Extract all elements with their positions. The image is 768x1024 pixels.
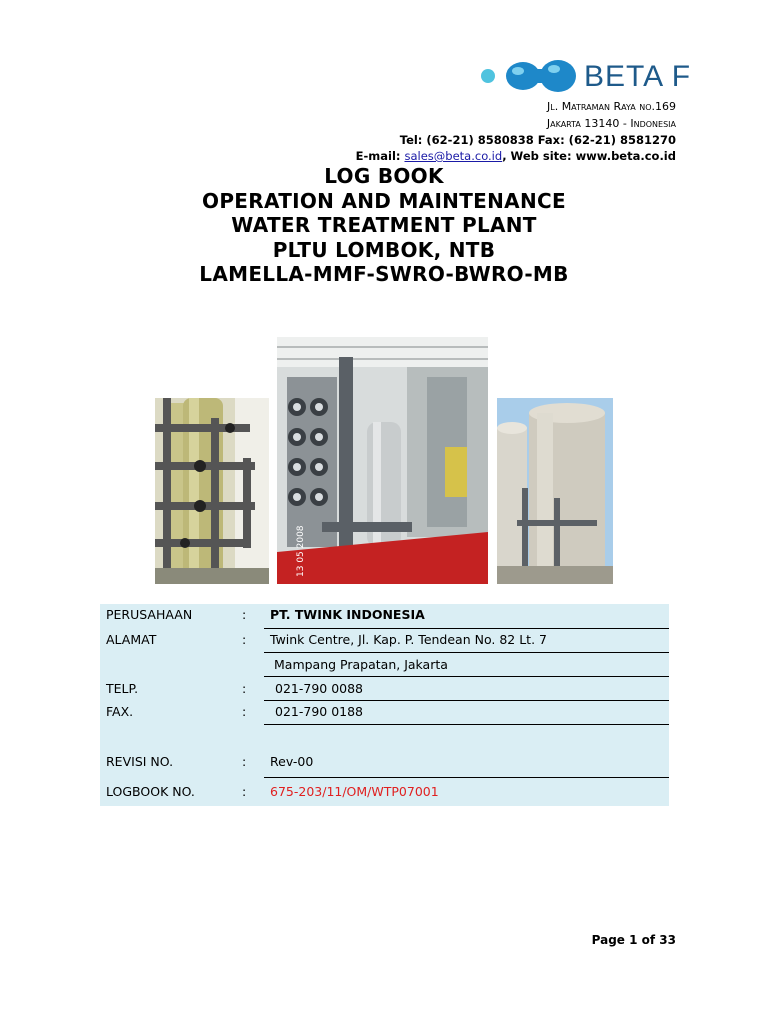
- website-text: www.beta.co.id: [575, 149, 676, 163]
- title-line-2: OPERATION AND MAINTENANCE: [202, 188, 566, 213]
- company-address-line2: Jakarta 13140 - Indonesia: [546, 117, 676, 130]
- title-line-4: PLTU LOMBOK, NTB: [272, 237, 496, 262]
- beta-logo: [478, 60, 692, 96]
- logo-wordmark: BETA F: [584, 60, 692, 93]
- address-value-line2: Mampang Prapatan, Jakarta: [274, 657, 448, 672]
- company-contact-line: E-mail: sales@beta.co.id, Web site: www.beta.co.id: [355, 149, 676, 163]
- company-phone-fax: Tel: (62-21) 8580838 Fax: (62-21) 8581270: [399, 133, 676, 147]
- phone-value: 021-790 0088: [275, 681, 364, 696]
- address-label: ALAMAT: [106, 632, 157, 647]
- page-number: Page 1 of 33: [591, 933, 676, 947]
- revision-value: Rev-00: [270, 754, 314, 769]
- photo-ro-skid: [277, 337, 488, 584]
- photo-date-stamp: 13 05 2008: [296, 525, 306, 577]
- photo-filter-vessels: [155, 398, 269, 584]
- title-line-5: LAMELLA-MMF-SWRO-BWRO-MB: [199, 262, 569, 286]
- logbook-value: 675-203/11/OM/WTP07001: [270, 784, 439, 799]
- company-info-table: PERUSAHAAN : PT. TWINK INDONESIA ALAMAT : Twink Centre, Jl. Kap. P. Tendean No. 82 Lt. 7 Mampang Prapatan, Jakarta TELP. : 021-790 0088 FAX. : 021-790 0188 REVISI NO. : Rev-00 LOGBOOK NO. : 675-203/11/OM/WTP07001: [100, 604, 669, 806]
- page-current: 1: [629, 933, 638, 947]
- revision-label: REVISI NO.: [106, 754, 174, 769]
- fax-label: FAX.: [106, 704, 134, 719]
- company-label: PERUSAHAAN: [106, 607, 193, 622]
- title-line-3: WATER TREATMENT PLANT: [231, 213, 537, 237]
- logbook-label: LOGBOOK NO.: [106, 784, 195, 799]
- page-total: 33: [659, 933, 676, 947]
- document-title: [100, 164, 668, 287]
- address-value-line1: Twink Centre, Jl. Kap. P. Tendean No. 82 Lt. 7: [270, 632, 547, 647]
- email-link[interactable]: sales@beta.co.id: [404, 149, 503, 163]
- title-line-1: LOG BOOK: [324, 164, 444, 188]
- phone-label: TELP.: [106, 681, 139, 696]
- fax-value: 021-790 0188: [275, 704, 364, 719]
- company-address-line1: Jl. Matraman Raya no.169: [547, 100, 676, 113]
- company-value: PT. TWINK INDONESIA: [270, 607, 425, 622]
- logo-drop-icon: [540, 60, 576, 92]
- photo-storage-tank: [497, 398, 613, 584]
- logo-dot-icon: [481, 69, 495, 83]
